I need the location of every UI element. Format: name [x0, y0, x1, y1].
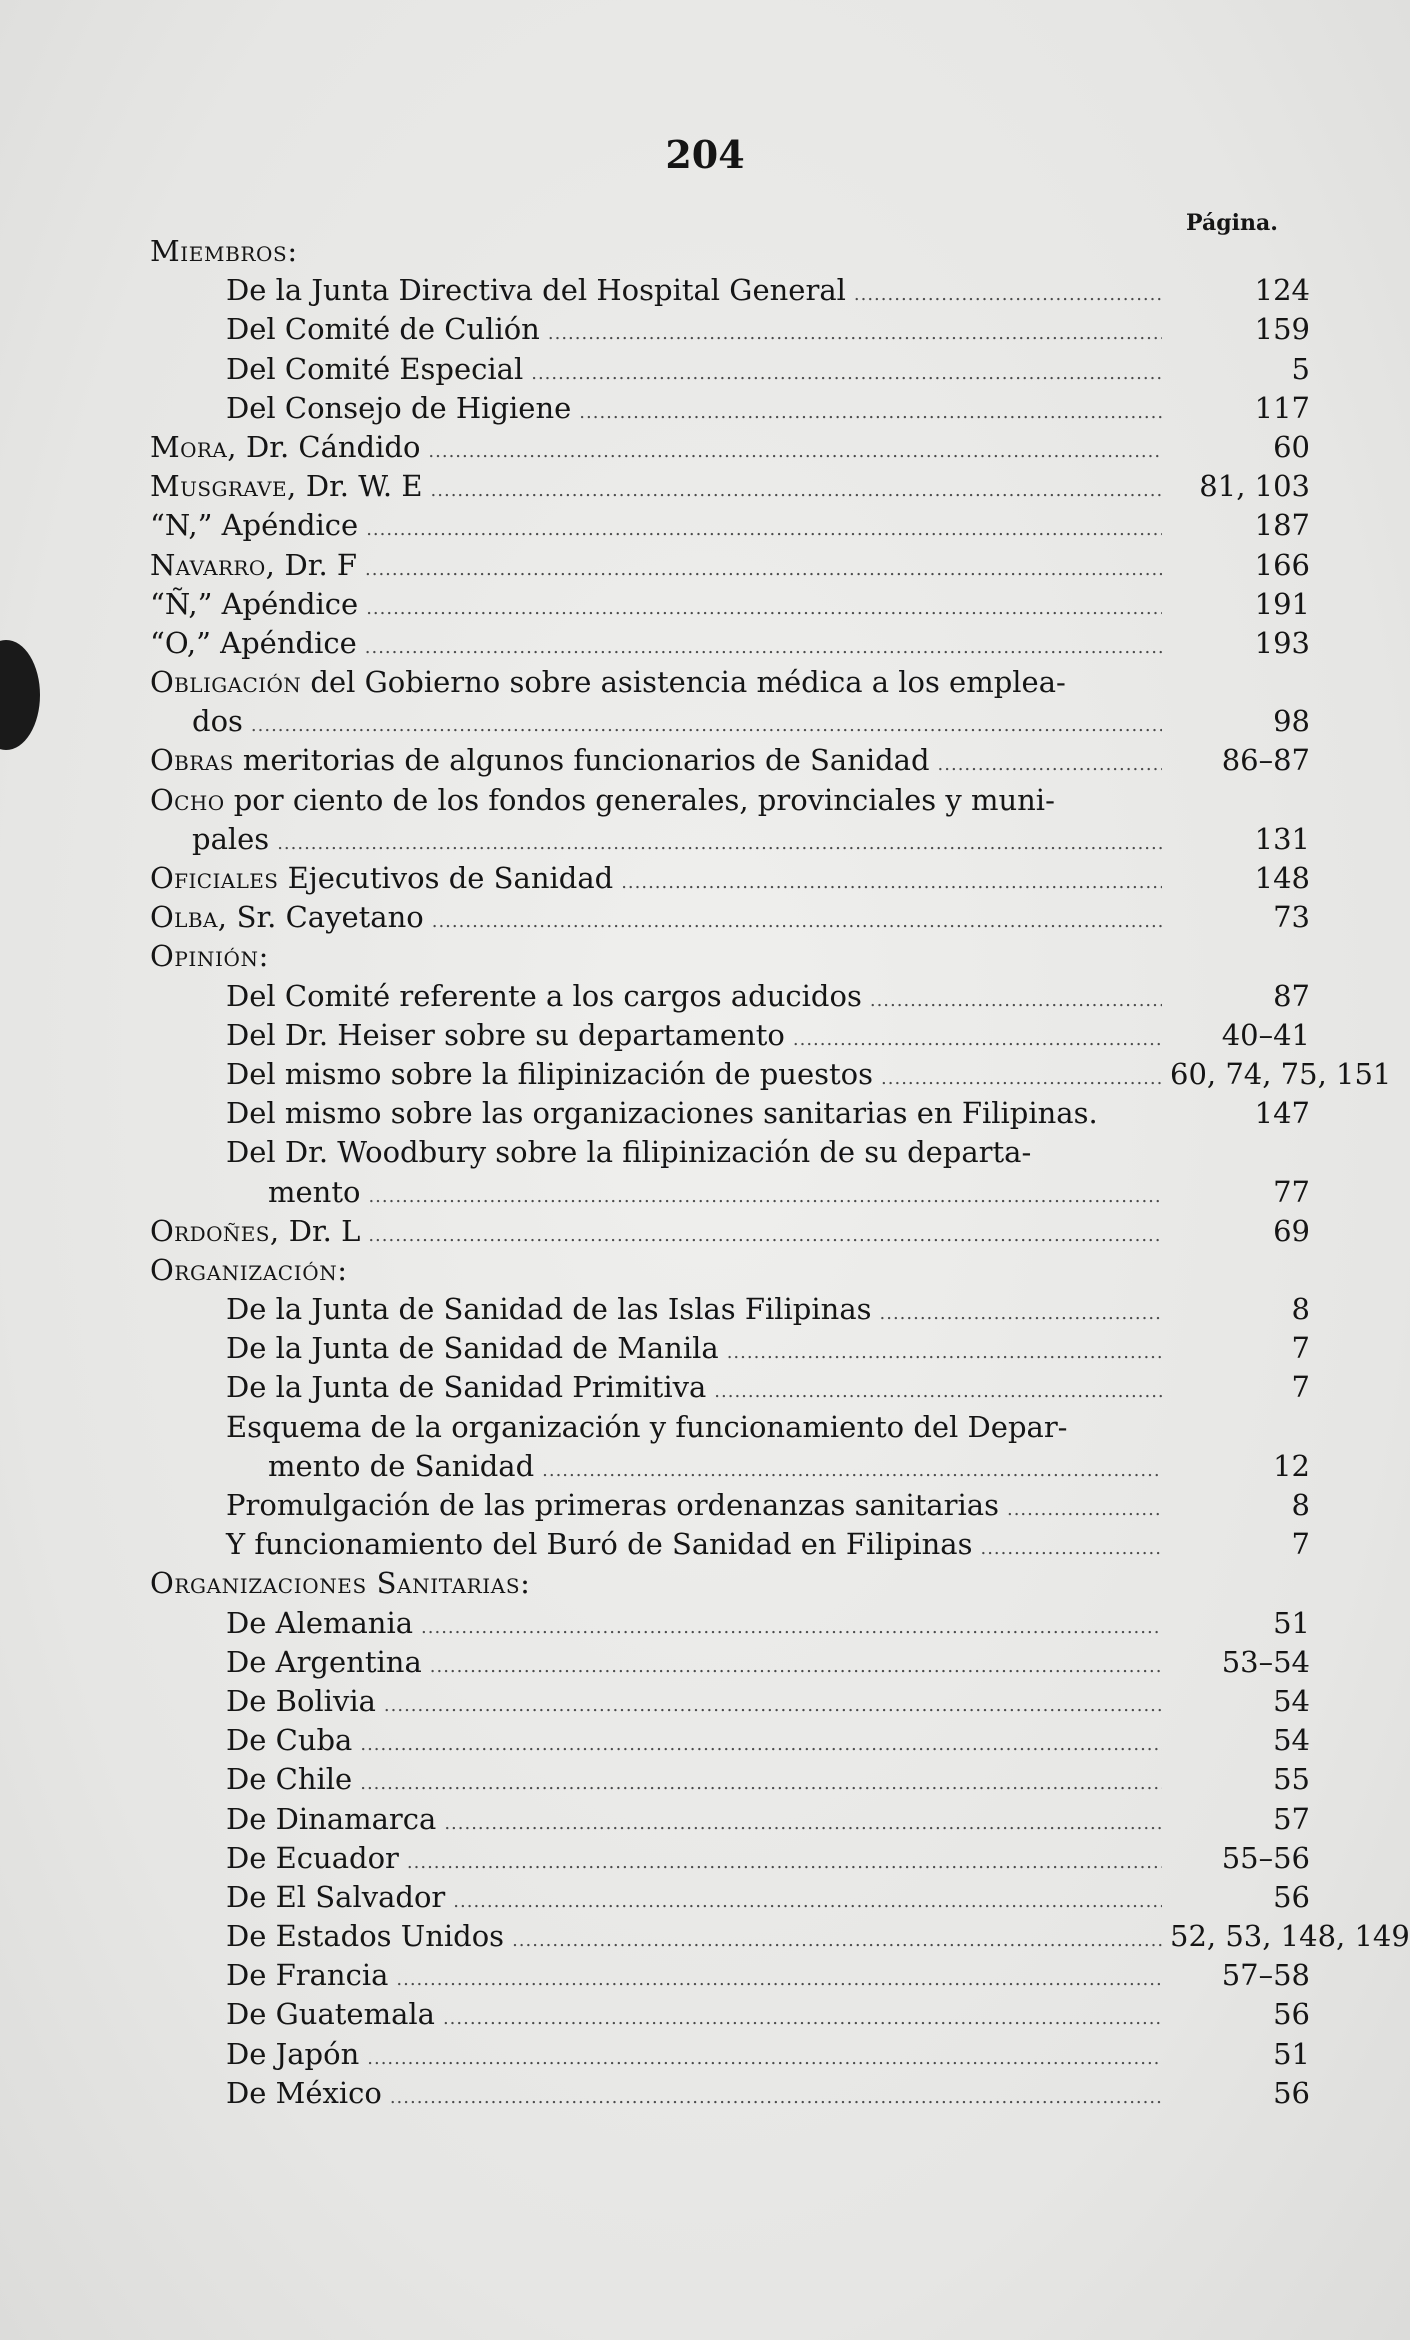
dot-leader	[368, 1216, 1162, 1255]
page-reference: 56	[1273, 1879, 1310, 1914]
entry-text: De El Salvador	[226, 1879, 446, 1914]
page-reference: 40–41	[1221, 1017, 1310, 1052]
page-reference: 60, 74, 75, 151	[1170, 1056, 1392, 1091]
index-entry	[150, 428, 1310, 467]
index-entry	[150, 310, 1310, 349]
entry-keyword: Olba,	[150, 900, 228, 935]
index-entry	[150, 859, 1310, 898]
index-entry	[150, 1016, 1310, 1055]
index-entry	[150, 1486, 1310, 1525]
entry-text: Organización:	[150, 1252, 348, 1287]
index-entry	[150, 546, 1310, 585]
index-heading	[150, 937, 1310, 976]
dot-leader	[793, 1020, 1162, 1059]
entry-label	[226, 1329, 719, 1368]
entry-text: Del Dr. Heiser sobre su departamento	[226, 1017, 785, 1052]
entry-label	[226, 1800, 436, 1839]
entry-text: meritorias de algunos funcionarios de Sanidad	[242, 743, 930, 778]
page-reference: 57	[1273, 1801, 1310, 1836]
dot-leader	[431, 471, 1162, 510]
page-reference: 56	[1273, 2075, 1310, 2110]
entry-keyword: Navarro,	[150, 547, 276, 582]
entry-label	[226, 1839, 399, 1878]
entry-label	[226, 1917, 504, 1956]
page-reference: 124	[1254, 273, 1310, 308]
entry-keyword: Obligación	[150, 665, 302, 700]
entry-label	[150, 585, 358, 624]
index-entry	[150, 1643, 1310, 1682]
entry-text: De México	[226, 2075, 382, 2110]
index-entry	[150, 977, 1310, 1016]
page-reference: 60	[1273, 429, 1310, 464]
entry-label	[226, 1368, 706, 1407]
page-reference: 51	[1273, 2036, 1310, 2071]
dot-leader	[367, 2039, 1162, 2078]
dot-leader	[443, 1999, 1162, 2038]
page-reference: 77	[1273, 1174, 1310, 1209]
entry-label	[226, 1643, 422, 1682]
entry-label	[226, 1721, 352, 1760]
page-reference: 147	[1254, 1096, 1310, 1131]
dot-leader	[444, 1804, 1162, 1843]
page-reference: 54	[1273, 1683, 1310, 1718]
entry-keyword: Musgrave,	[150, 469, 297, 504]
entry-text: Miembros:	[150, 234, 298, 268]
entry-text: De Dinamarca	[226, 1801, 437, 1836]
dot-leader	[421, 1608, 1162, 1647]
index-heading	[150, 232, 1310, 271]
entry-label	[226, 977, 862, 1016]
page-reference: 86–87	[1221, 743, 1310, 778]
entry-label	[226, 1290, 872, 1329]
entry-text: mento	[268, 1174, 361, 1209]
index-entry	[150, 1447, 1310, 1486]
entry-text: Dr. Cándido	[246, 429, 421, 464]
entry-keyword: Obras	[150, 743, 234, 778]
entry-label	[226, 1995, 435, 2034]
entry-label	[226, 1760, 352, 1799]
entry-text: Y funcionamiento del Buró de Sanidad en Filipinas	[226, 1527, 973, 1562]
index-heading	[150, 1564, 1310, 1603]
index-entry	[150, 350, 1310, 389]
page-reference: 131	[1254, 821, 1310, 856]
index-entry	[150, 271, 1310, 310]
dot-leader	[368, 1177, 1162, 1216]
page-reference: 166	[1254, 547, 1310, 582]
entry-label	[226, 310, 540, 349]
page-reference: 193	[1254, 625, 1310, 660]
entry-label	[150, 428, 420, 467]
dot-leader	[938, 745, 1162, 784]
page-reference: 87	[1273, 978, 1310, 1013]
page-reference: 7	[1291, 1331, 1310, 1366]
index-entry	[150, 1329, 1310, 1368]
dot-leader	[714, 1372, 1162, 1411]
entry-label	[150, 781, 1055, 820]
entry-text: De Francia	[226, 1958, 389, 1993]
entry-text: Del Comité referente a los cargos aducidos	[226, 978, 862, 1013]
entry-label	[150, 467, 423, 506]
index-entry	[150, 820, 1310, 859]
entry-label	[150, 1564, 531, 1603]
dot-leader	[727, 1333, 1162, 1372]
entry-label	[226, 350, 523, 389]
entry-text: Ejecutivos de Sanidad	[287, 861, 614, 895]
dot-leader	[512, 1921, 1162, 1960]
page-reference: 81, 103	[1199, 469, 1310, 504]
index-entry	[150, 1839, 1310, 1878]
entry-text: De Japón	[226, 2036, 360, 2071]
index-entry	[150, 1956, 1310, 1995]
page-reference: 5	[1291, 351, 1310, 386]
entry-label	[226, 1525, 972, 1564]
dot-leader	[531, 354, 1162, 393]
page-reference: 54	[1273, 1723, 1310, 1758]
page-number: 204	[665, 132, 745, 177]
index-entry	[150, 467, 1310, 506]
dot-leader	[621, 863, 1162, 902]
dot-leader	[881, 1059, 1162, 1098]
dot-leader	[980, 1529, 1162, 1568]
entry-label	[150, 859, 613, 898]
index-entry	[150, 1917, 1410, 1956]
entry-text: De Estados Unidos	[226, 1919, 505, 1954]
entry-text: Esquema de la organización y funcionamiento del Depar-	[226, 1409, 1068, 1444]
page-reference: 191	[1254, 586, 1310, 621]
entry-text: Dr. L	[288, 1213, 361, 1248]
entry-text: De la Junta Directiva del Hospital General	[226, 273, 846, 308]
index-entry	[150, 2035, 1310, 2074]
index-entry	[150, 1682, 1310, 1721]
entry-keyword: Mora,	[150, 429, 237, 464]
index-entry	[150, 702, 1310, 741]
dot-leader	[360, 1764, 1162, 1803]
entry-keyword: Ocho	[150, 782, 225, 817]
index-entry	[150, 1212, 1310, 1251]
dot-leader	[390, 2078, 1162, 2117]
page-reference: 8	[1291, 1488, 1310, 1522]
index-entry	[150, 624, 1310, 663]
entry-label	[226, 1878, 445, 1917]
entry-text: De la Junta de Sanidad de Manila	[226, 1331, 719, 1366]
dot-leader	[579, 393, 1162, 432]
dot-leader	[366, 510, 1162, 549]
page-reference: 117	[1254, 390, 1310, 425]
index-entry	[150, 585, 1310, 624]
dot-leader	[396, 1960, 1162, 1999]
dot-leader	[542, 1451, 1162, 1490]
dot-leader	[428, 432, 1162, 471]
entry-label	[150, 898, 424, 937]
entry-label	[226, 2074, 382, 2113]
entry-text: “N,” Apéndice	[150, 508, 359, 543]
entry-label	[226, 1094, 1098, 1133]
page-reference: 159	[1254, 312, 1310, 347]
index-entry-text	[150, 1133, 1310, 1172]
entry-label	[150, 1212, 360, 1251]
index-entry	[150, 1721, 1310, 1760]
index-entry	[150, 1800, 1310, 1839]
dot-leader	[430, 1647, 1162, 1686]
index-entry	[150, 1290, 1310, 1329]
entry-label	[150, 546, 357, 585]
page-reference: 187	[1254, 508, 1310, 543]
entry-text: “O,” Apéndice	[150, 625, 357, 660]
index-entry	[150, 1368, 1310, 1407]
dot-leader	[365, 628, 1162, 667]
index-list	[150, 232, 1410, 2113]
dot-leader	[277, 824, 1162, 863]
entry-label	[150, 663, 1066, 702]
index-entry	[150, 1173, 1310, 1212]
entry-text: Opinión:	[150, 939, 269, 974]
entry-label	[150, 624, 357, 663]
entry-label	[150, 506, 358, 545]
entry-text: Organizaciones Sanitarias:	[150, 1566, 531, 1601]
page-reference: 148	[1254, 861, 1310, 895]
entry-text: Del mismo sobre las organizaciones sanitarias en Filipinas.	[226, 1096, 1098, 1131]
dot-leader	[880, 1294, 1163, 1333]
entry-text: Dr. F	[284, 547, 358, 582]
index-entry	[150, 1525, 1310, 1564]
page-reference: 12	[1273, 1448, 1310, 1483]
entry-label	[268, 1173, 360, 1212]
entry-text: De Alemania	[226, 1605, 414, 1640]
entry-label	[150, 741, 930, 780]
page-reference: 55	[1273, 1762, 1310, 1797]
page-reference: 7	[1291, 1370, 1310, 1405]
dot-leader	[360, 1725, 1162, 1764]
index-entry	[150, 389, 1310, 428]
page-reference: 52, 53, 148, 149	[1170, 1919, 1410, 1954]
entry-text: Del Comité de Culión	[226, 312, 540, 347]
entry-text: De la Junta de Sanidad Primitiva	[226, 1370, 707, 1405]
entry-text: del Gobierno sobre asistencia médica a los emplea-	[310, 665, 1066, 700]
entry-text: Del Dr. Woodbury sobre la filipinización de su departa-	[226, 1135, 1032, 1170]
dot-leader	[407, 1843, 1162, 1882]
entry-label	[226, 1604, 413, 1643]
dot-leader	[251, 706, 1162, 745]
entry-label	[150, 1251, 348, 1290]
entry-text: por ciento de los fondos generales, provinciales y muni-	[233, 782, 1055, 817]
entry-label	[226, 1682, 376, 1721]
entry-text: De Argentina	[226, 1644, 422, 1679]
entry-label	[226, 389, 571, 428]
entry-label	[192, 820, 269, 859]
entry-label	[226, 1486, 999, 1525]
entry-label	[226, 271, 846, 310]
index-entry	[150, 2074, 1310, 2113]
index-entry	[150, 1055, 1392, 1094]
page-reference: 7	[1291, 1527, 1310, 1562]
entry-text: mento de Sanidad	[268, 1448, 535, 1483]
page-reference: 73	[1273, 900, 1310, 935]
index-entry	[150, 506, 1310, 545]
entry-label	[268, 1447, 534, 1486]
index-entry	[150, 741, 1310, 780]
dot-leader	[1007, 1490, 1162, 1529]
dot-leader	[453, 1882, 1162, 1921]
page-reference: 69	[1273, 1213, 1310, 1248]
dot-leader	[365, 550, 1162, 589]
index-entry	[150, 1878, 1310, 1917]
entry-text: “Ñ,” Apéndice	[150, 586, 359, 621]
entry-label	[150, 937, 269, 976]
dot-leader	[870, 981, 1162, 1020]
index-entry	[150, 1094, 1310, 1133]
index-heading	[150, 1251, 1310, 1290]
page-reference: 56	[1273, 1997, 1310, 2032]
index-entry-text	[150, 663, 1310, 702]
page-reference: 51	[1273, 1605, 1310, 1640]
binding-shadow	[0, 640, 40, 750]
entry-text: dos	[192, 704, 243, 739]
entry-text: pales	[192, 821, 270, 856]
entry-text: Del Comité Especial	[226, 351, 524, 386]
dot-leader	[432, 902, 1162, 941]
page-reference: 8	[1291, 1292, 1310, 1327]
entry-text: De Guatemala	[226, 1997, 435, 2032]
entry-text: De Bolivia	[226, 1683, 376, 1718]
entry-text: De Cuba	[226, 1723, 353, 1758]
entry-label	[150, 232, 298, 271]
entry-text: Del mismo sobre la filipinización de puestos	[226, 1056, 874, 1091]
page-reference: 57–58	[1221, 1958, 1310, 1993]
dot-leader	[548, 314, 1162, 353]
entry-label	[226, 1016, 785, 1055]
entry-text: Dr. W. E	[305, 469, 423, 504]
index-entry	[150, 1604, 1310, 1643]
page-reference: 98	[1273, 704, 1310, 739]
index-entry	[150, 1760, 1310, 1799]
entry-label	[226, 1133, 1031, 1172]
dot-leader	[384, 1686, 1162, 1725]
entry-label	[192, 702, 243, 741]
entry-label	[226, 1055, 873, 1094]
entry-label	[226, 1408, 1067, 1447]
page-column-header: Página.	[1186, 210, 1278, 236]
page-reference: 53–54	[1221, 1644, 1310, 1679]
entry-keyword: Ordoñes,	[150, 1213, 280, 1248]
page-reference: 55–56	[1221, 1840, 1310, 1875]
index-entry	[150, 1995, 1310, 2034]
dot-leader	[366, 589, 1162, 628]
entry-label	[226, 2035, 359, 2074]
entry-text: De Ecuador	[226, 1840, 399, 1875]
entry-text: Sr. Cayetano	[236, 900, 424, 935]
index-entry-text	[150, 781, 1310, 820]
entry-text: Del Consejo de Higiene	[226, 390, 572, 425]
index-entry-text	[150, 1408, 1310, 1447]
entry-text: De Chile	[226, 1762, 353, 1797]
entry-label	[226, 1956, 388, 1995]
dot-leader	[854, 275, 1162, 314]
entry-text: De la Junta de Sanidad de las Islas Filipinas	[226, 1292, 872, 1327]
entry-text: Promulgación de las primeras ordenanzas sanitarias	[226, 1488, 999, 1522]
index-entry	[150, 898, 1310, 937]
entry-keyword: Oficiales	[150, 861, 279, 895]
